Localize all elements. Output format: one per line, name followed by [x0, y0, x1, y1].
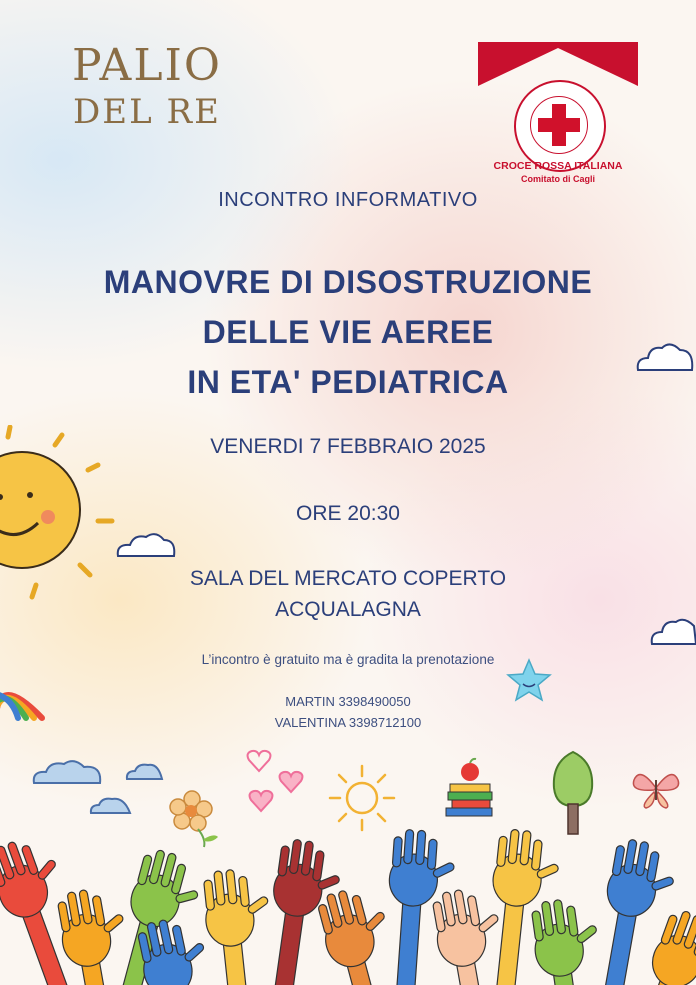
palio-del-re-logo: [62, 42, 232, 132]
sun-icon: [0, 425, 140, 605]
cloud-icon: [634, 340, 696, 374]
logo-line1: PALIO: [71, 40, 222, 91]
contact-martin: MARTIN 3398490050: [285, 694, 411, 709]
logo-line2: DEL RE: [73, 92, 221, 132]
event-date: VENERDI 7 FEBBRAIO 2025: [210, 435, 486, 458]
event-title: [0, 257, 696, 407]
hands-icon: [0, 820, 696, 985]
cloud-icon: [124, 761, 166, 783]
cloud-icon: [648, 614, 696, 648]
event-time: ORE 20:30: [296, 502, 400, 525]
booking-note: L’incontro è gratuito ma è gradita la prenotazione: [201, 652, 495, 667]
books-icon: [444, 756, 498, 818]
cloud-icon: [114, 530, 178, 560]
place-line-2: ACQUALAGNA: [275, 598, 421, 621]
heart-icon: [246, 749, 272, 773]
title-line-2: DELLE VIE AEREE: [202, 314, 494, 350]
star-icon: [506, 658, 552, 702]
butterfly-icon: [630, 766, 682, 812]
event-kind: INCONTRO INFORMATIVO: [218, 189, 478, 211]
cloud-icon: [88, 795, 134, 817]
rainbow-icon: [0, 662, 48, 722]
contacts: [0, 691, 696, 733]
heart-icon: [248, 789, 274, 813]
contact-valentina: VALENTINA 3398712100: [274, 715, 422, 730]
title-line-1: MANOVRE DI DISOSTRUZIONE: [103, 264, 593, 300]
croce-rossa-logo: [478, 42, 638, 182]
heart-icon: [278, 770, 304, 794]
red-cross-seal: [514, 80, 606, 172]
cloud-icon: [30, 757, 106, 789]
place-line-1: SALA DEL MERCATO COPERTO: [189, 567, 507, 590]
cri-name: CROCE ROSSA ITALIANA: [493, 160, 623, 172]
title-line-3: IN ETA' PEDIATRICA: [187, 364, 509, 400]
cri-committee: Comitato di Cagli: [521, 174, 595, 184]
